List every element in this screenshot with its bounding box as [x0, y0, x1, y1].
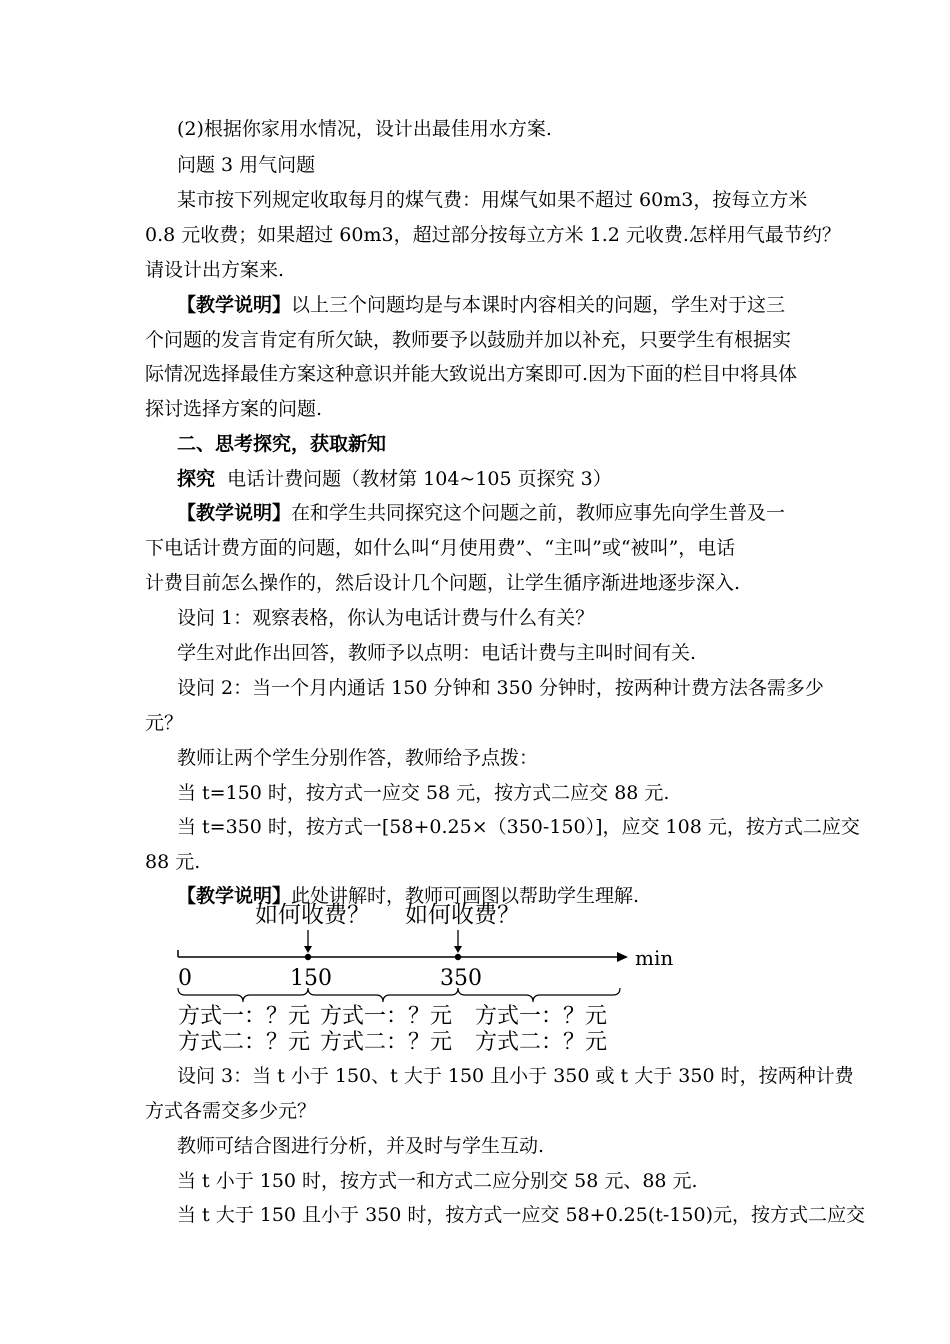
point-150 — [305, 954, 311, 960]
text-span: 此处讲解时，教师可画图以帮助学生理解. — [291, 885, 640, 907]
teaching-note-paragraph — [177, 501, 837, 525]
number-line-diagram — [170, 895, 690, 1070]
heading-problem-3: 问题 3 用气问题 — [177, 154, 316, 176]
down-arrow-left — [304, 930, 312, 953]
text-line: 方式各需交多少元？ — [145, 1100, 317, 1122]
text-line: (2)根据你家用水情况，设计出最佳用水方案. — [177, 118, 552, 140]
tick-label-150: 150 — [290, 966, 332, 991]
teaching-note-label: 【教学说明】 — [177, 502, 292, 524]
axis — [178, 950, 628, 962]
text-span: 在和学生共同探究这个问题之前，教师应事先向学生普及一 — [291, 502, 786, 524]
text-line: 设问 1：观察表格，你认为电话计费与什么有关？ — [177, 607, 595, 629]
text-line: 某市按下列规定收取每月的煤气费：用煤气如果不超过 60m3，按每立方米 — [177, 189, 808, 211]
teaching-note-label: 【教学说明】 — [177, 294, 292, 316]
question-label-right: 如何收费？ — [405, 902, 520, 928]
text-line: 探讨选择方案的问题. — [145, 398, 323, 420]
text-line: 元？ — [145, 712, 184, 734]
text-line: 当 t=150 时，按方式一应交 58 元，按方式二应交 88 元. — [177, 782, 670, 804]
point-350 — [455, 954, 461, 960]
tick-label-350: 350 — [440, 966, 482, 991]
text-line: 当 t 大于 150 且小于 350 时，按方式一应交 58+0.25(t-150)元，按方式二应交 — [177, 1204, 865, 1226]
method2-label-seg2: 方式二：？元 — [320, 1030, 453, 1055]
text-line: 下电话计费方面的问题，如什么叫“月使用费”、“主叫”或“被叫”，电话 — [145, 537, 736, 559]
text-line: 0.8 元收费；如果超过 60m3，超过部分按每立方米 1.2 元收费.怎样用气最节约？ — [145, 224, 841, 246]
text-line: 学生对此作出回答，教师予以点明：电话计费与主叫时间有关. — [177, 642, 697, 664]
text-line: 设问 2：当一个月内通话 150 分钟和 350 分钟时，按两种计费方法各需多少 — [177, 677, 824, 699]
text-line: 请设计出方案来. — [145, 259, 285, 281]
question-label-left: 如何收费？ — [255, 902, 370, 928]
text-line: 教师可结合图进行分析，并及时与学生互动. — [177, 1135, 545, 1157]
teaching-note-paragraph — [177, 293, 837, 317]
method2-label-seg3: 方式二：？元 — [475, 1030, 608, 1055]
brace-segment-1 — [178, 988, 308, 1002]
text-line: 88 元. — [145, 851, 201, 873]
down-arrow-right — [454, 930, 462, 953]
text-line: 当 t=350 时，按方式一[58+0.25×（350-150）]，应交 108 元，按方式二应交 — [177, 816, 860, 838]
text-line: 当 t 小于 150 时，按方式一和方式二应分别交 58 元、88 元. — [177, 1170, 698, 1192]
explore-label: 探究 — [177, 468, 216, 490]
text-span: 以上三个问题均是与本课时内容相关的问题，学生对于这三 — [291, 294, 786, 316]
text-line: 际情况选择最佳方案这种意识并能大致说出方案即可.因为下面的栏目中将具体 — [145, 363, 798, 385]
tick-label-0: 0 — [178, 966, 192, 991]
text-line: 计费目前怎么操作的，然后设计几个问题，让学生循序渐进地逐步深入. — [145, 572, 741, 594]
brace-segment-3 — [458, 988, 620, 1002]
text-line: 个问题的发言肯定有所欠缺，教师要予以鼓励并加以补充，只要学生有根据实 — [145, 329, 792, 351]
method1-label-seg2: 方式一：？元 — [320, 1004, 453, 1029]
section-heading: 二、思考探究，获取新知 — [177, 433, 387, 455]
explore-paragraph — [177, 467, 837, 491]
method1-label-seg3: 方式一：？元 — [475, 1004, 608, 1029]
teaching-note-label: 【教学说明】 — [177, 885, 292, 907]
axis-unit-label: min — [635, 946, 674, 970]
text-line: 设问 3：当 t 小于 150、t 大于 150 且小于 350 或 t 大于 350 时，按两种计费 — [177, 1065, 854, 1087]
method1-label-seg1: 方式一：？元 — [178, 1004, 311, 1029]
method2-label-seg1: 方式二：？元 — [178, 1030, 311, 1055]
text-span: 电话计费问题（教材第 104~105 页探究 3） — [227, 468, 612, 490]
text-line: 教师让两个学生分别作答，教师给予点拨： — [177, 747, 539, 769]
